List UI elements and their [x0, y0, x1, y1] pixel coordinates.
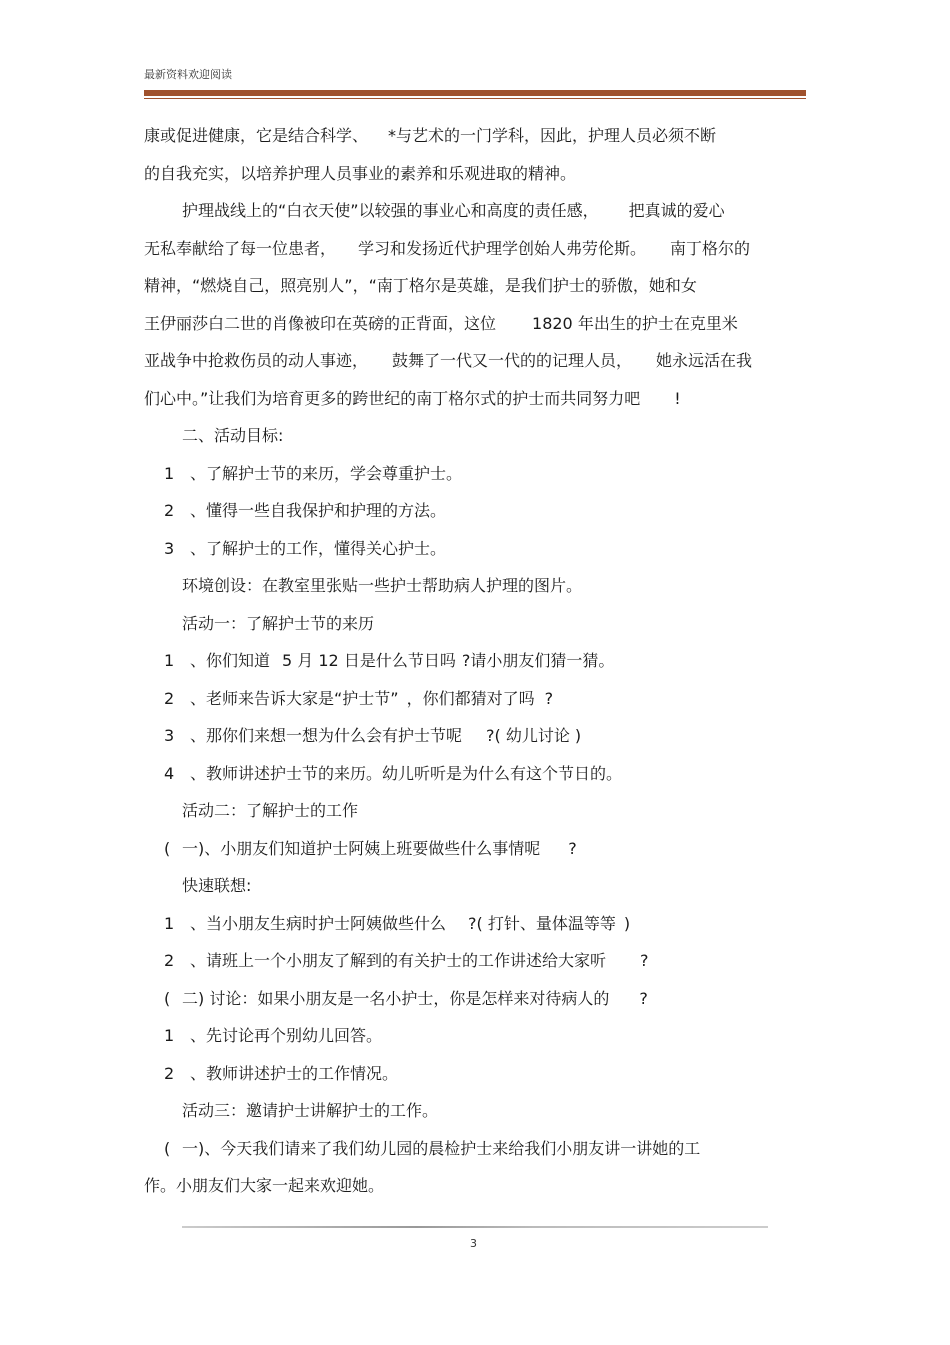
list-item: 1 、当小朋友生病时护士阿姨做些什么 ?( 打针、量体温等等 ) [164, 913, 631, 933]
list-item: 3 、那你们来想一想为什么会有护士节呢 ?( 幼儿讨论 ) [164, 726, 582, 745]
paragraph-line: 王伊丽莎白二世的肖像被印在英磅的正背面，这位 1820 年出生的护士在克里米 [144, 313, 738, 333]
list-item: ( 一)、小朋友们知道护士阿姨上班要做些什么事情呢 ? [164, 838, 577, 858]
page-number: 3 [470, 1237, 477, 1250]
list-item: 2 、教师讲述护士的工作情况。 [164, 1063, 399, 1083]
list-item: 3 、了解护士的工作，懂得关心护士。 [164, 538, 447, 558]
paragraph-line: 们心中。”让我们为培育更多的跨世纪的南丁格尔式的护士而共同努力吧 ! [144, 388, 681, 408]
paragraph-line: 亚战争中抢救伤员的动人事迹， 鼓舞了一代又一代的的记理人员， 她永远活在我 [144, 351, 753, 370]
list-item: 1 、先讨论再个别幼儿回答。 [164, 1026, 383, 1045]
section-heading: 活动一：了解护士节的来历 [182, 613, 375, 633]
list-item: ( 一)、今天我们请来了我们幼儿园的晨检护士来给我们小朋友讲一讲她的工 [164, 1138, 701, 1158]
list-item: 2 、懂得一些自我保护和护理的方法。 [164, 501, 447, 520]
list-item: 2 、请班上一个小朋友了解到的有关护士的工作讲述给大家听 ? [164, 951, 649, 970]
paragraph-line: 作。小朋友们大家一起来欢迎她。 [144, 1176, 385, 1195]
paragraph-line: 精神，“燃烧自己，照亮别人”，“南丁格尔是英雄，是我们护士的骄傲，她和女 [144, 276, 697, 295]
section-heading: 二、活动目标: [182, 426, 284, 445]
list-item: ( 二) 讨论：如果小朋友是一名小护士，你是怎样来对待病人的 ? [164, 988, 648, 1008]
paragraph-line: 无私奉献给了每一位患者， 学习和发扬近代护理学创始人弗劳伦斯。 南丁格尔的 [144, 238, 751, 258]
header-rule [144, 90, 806, 96]
list-item: 1 、你们知道 5 月 12 日是什么节日吗 ?请小朋友们猜一猜。 [164, 651, 615, 670]
paragraph-line: 快速联想: [182, 876, 252, 895]
paragraph-line: 护理战线上的“白衣天使”以较强的事业心和高度的责任感， 把真诚的爱心 [182, 201, 725, 220]
list-item: 4 、教师讲述护士节的来历。幼儿听听是为什么有这个节日的。 [164, 763, 623, 783]
section-heading: 活动二：了解护士的工作 [182, 801, 359, 820]
list-item: 1 、了解护士节的来历，学会尊重护士。 [164, 463, 463, 483]
paragraph-line: 环境创设：在教室里张贴一些护士帮助病人护理的图片。 [182, 576, 583, 595]
page-header: 最新资料欢迎阅读 [144, 68, 232, 81]
paragraph-line: 的自我充实，以培养护理人员事业的素养和乐观进取的精神。 [144, 163, 577, 183]
footer-rule [182, 1226, 768, 1228]
header-rule-thin [144, 98, 806, 99]
document-body [144, 117, 808, 1205]
list-item: 2 、老师来告诉大家是“护士节” ，你们都猜对了吗 ? [164, 688, 554, 708]
paragraph-line: 康或促进健康，它是结合科学、 *与艺术的一门学科，因此，护理人员必须不断 [144, 126, 717, 145]
section-heading: 活动三：邀请护士讲解护士的工作。 [182, 1101, 439, 1120]
